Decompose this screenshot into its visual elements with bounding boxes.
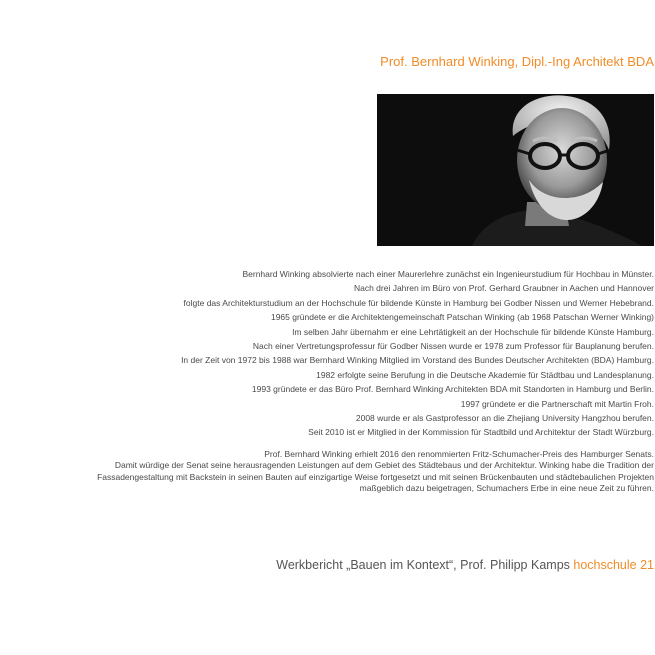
footer-credit — [54, 556, 654, 574]
biography-line: folgte das Architekturstudium an der Hochschule für bildende Künste in Hamburg bei Godber Nissen und Werner Hebebrand. — [183, 297, 654, 308]
award-line: Fassadengestaltung mit Backstein in seinen Bauten auf einzigartige Weise fortgesetzt und mit seinen Brückenbauten und städtebaulichen Projekten — [97, 471, 654, 482]
footer-text: Werkbericht „Bauen im Kontext“, Prof. Philipp Kamps — [276, 558, 574, 572]
biography-line: 1993 gründete er das Büro Prof. Bernhard Winking Architekten BDA mit Standorten in Hamburg und Berlin. — [251, 384, 654, 395]
biography-line: Im selben Jahr übernahm er eine Lehrtätigkeit an der Hochschule für bildende Künste Hamburg. — [292, 326, 654, 337]
biography-line: Seit 2010 ist er Mitglied in der Kommission für Stadtbild und Architektur der Stadt Würzburg. — [308, 427, 654, 438]
hochschule-link[interactable]: hochschule 21 — [573, 558, 654, 572]
biography-line: Bernhard Winking absolvierte nach einer Maurerlehre zunächst ein Ingenieurstudium für Hochbau in Münster. — [242, 269, 654, 279]
portrait-photo — [377, 94, 654, 246]
biography-line: 1997 gründete er die Partnerschaft mit Martin Froh. — [460, 398, 654, 409]
biography-line: 1965 gründete er die Architektengemeinschaft Patschan Winking (ab 1968 Patschan Werner Winking) — [270, 312, 654, 323]
award-text — [0, 449, 654, 495]
biography-line: In der Zeit von 1972 bis 1988 war Bernhard Winking Mitglied im Vorstand des Bundes Deutscher Architekten (BDA) Hamburg. — [181, 355, 654, 366]
biography-line: Nach einer Vertretungsprofessur für Godber Nissen wurde er 1978 zum Professor für Bauplanung berufen. — [252, 341, 654, 352]
award-line: Prof. Bernhard Winking erhielt 2016 den renommierten Fritz-Schumacher-Preis des Hamburger Senats. — [264, 449, 654, 459]
award-line: Damit würdige der Senat seine herausragenden Leistungen auf dem Gebiet des Städtebaus und der Architektur. Winking habe die Tradition der — [114, 460, 654, 471]
biography-line: 1982 erfolgte seine Berufung in die Deutsche Akademie für Städtbau und Landesplanung. — [316, 369, 654, 380]
biography-line: Nach drei Jahren im Büro von Prof. Gerhard Graubner in Aachen und Hannover — [353, 283, 654, 294]
biography-line: 2008 wurde er als Gastprofessor an die Zhejiang University Hangzhou berufen. — [355, 413, 654, 424]
award-line: maßgeblich dazu beigetragen, Schumachers Erbe in eine neue Zeit zu führen. — [359, 483, 654, 494]
biography-text — [4, 267, 654, 440]
portrait-illustration — [377, 94, 654, 246]
page-title: Prof. Bernhard Winking, Dipl.-Ing Architekt BDA — [380, 54, 654, 69]
